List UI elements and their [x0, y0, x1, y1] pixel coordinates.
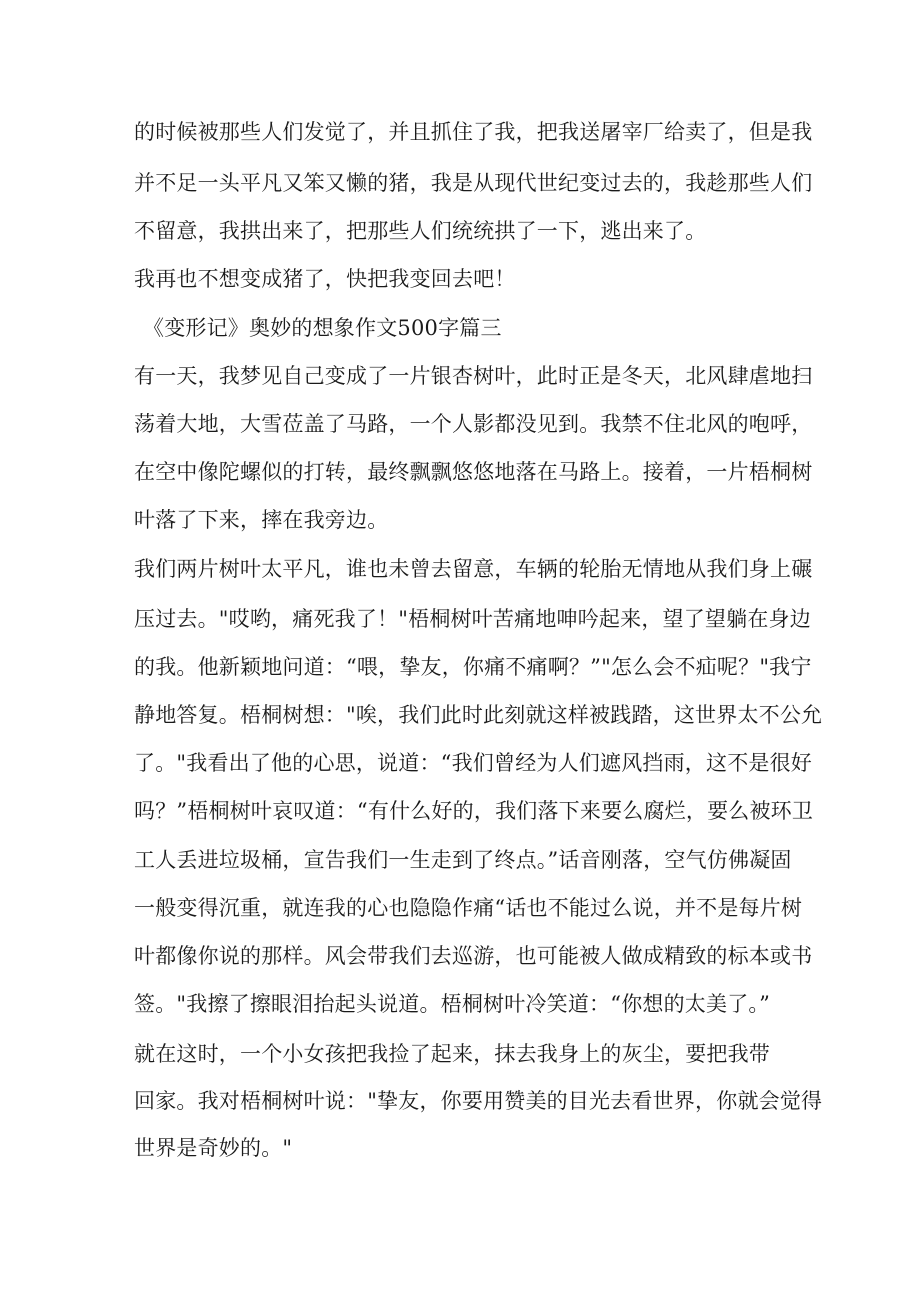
text-line-11: 压过去。"哎哟，痛死我了！"梧桐树叶苦痛地呻吟起来，望了望躺在身边 [134, 607, 811, 631]
text-line-7: 荡着大地，大雪莅盖了马路，一个人影都没见到。我禁不住北风的咆呼， [134, 412, 813, 436]
text-line-14: 了。"我看出了他的心思，说道：“我们曾经为人们遮风挡雨，这不是很好 [134, 751, 812, 775]
text-line-18: 叶都像你说的那样。风会带我们去巡游，也可能被人做成精致的标本或书 [134, 944, 813, 968]
text-line-3: 不留意，我拱出来了，把那些人们统统拱了一下，逃出来了。 [134, 219, 707, 243]
text-line-9: 叶落了下来，摔在我旁边。 [134, 508, 389, 532]
text-line-13: 静地答复。梧桐树想："唉，我们此时此刻就这样被践踏，这世界太不公允 [134, 703, 823, 727]
text-line-2: 并不足一头平凡又笨又懒的猪，我是从现代世纪变过去的，我趁那些人们 [134, 171, 813, 195]
text-line-10: 我们两片树叶太平凡，谁也未曾去留意，车辆的轮胎无情地从我们身上碾 [134, 557, 813, 581]
text-line-6: 有一天，我梦见自己变成了一片银杏树叶，此时正是冬天，北风肆虐地扫 [134, 364, 813, 388]
text-line-20: 就在这时，一个小女孩把我捡了起来，抹去我身上的灰尘，要把我带 [134, 1042, 770, 1066]
text-line-17: 一般变得沉重，就连我的心也隐隐作痛“话也不能过么说，并不是每片树 [134, 896, 803, 920]
text-line-4: 我再也不想变成猪了，快把我变回去吧！ [134, 267, 516, 291]
text-line-16: 工人丢进垃圾桶，宣告我们一生走到了终点。”话音刚落，空气仿佛凝固 [134, 848, 792, 872]
text-line-15: 吗？”梧桐树叶哀叹道：“有什么好的，我们落下来要么腐烂，要么被环卫 [134, 799, 814, 823]
text-line-1: 的时候被那些人们发觉了，并且抓住了我，把我送屠宰厂给卖了，但是我 [134, 120, 813, 144]
text-line-19: 签。"我擦了擦眼泪抬起头说道。梧桐树叶冷笑道：“你想的太美了。” [134, 992, 771, 1016]
text-line-22: 世界是奇妙的。" [134, 1136, 293, 1160]
text-line-12: 的我。他新颖地问道：“喂，挚友，你痛不痛啊？”"怎么会不疝呢？"我宁 [134, 655, 812, 679]
text-line-8: 在空中像陀螺似的打转，最终飘飘悠悠地落在马路上。接着，一片梧桐树 [134, 460, 813, 484]
text-line-21: 回家。我对梧桐树叶说："挚友，你要用赞美的目光去看世界，你就会觉得 [134, 1089, 823, 1113]
section-heading: 《变形记》奥妙的想象作文500字篇三 [143, 316, 502, 340]
